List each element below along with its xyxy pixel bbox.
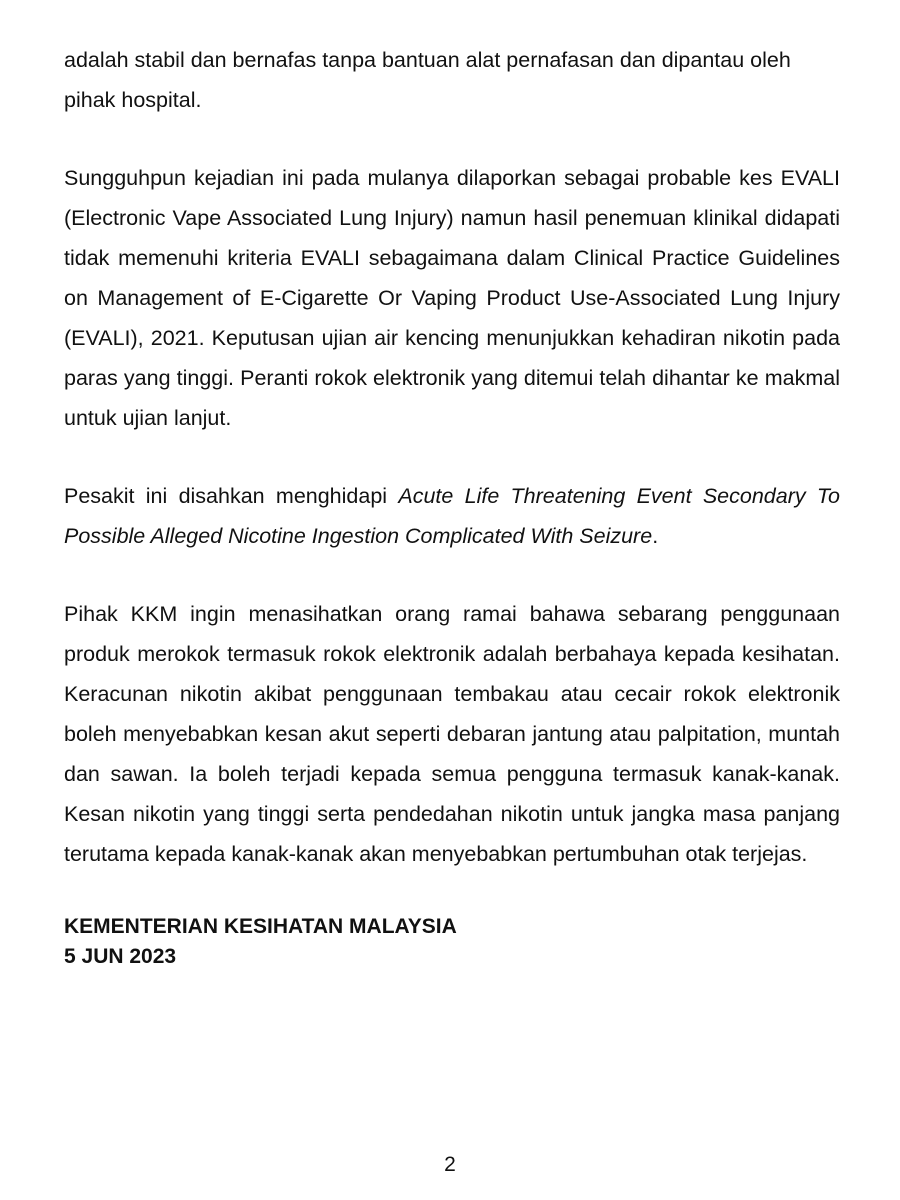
diagnosis-end: .: [652, 524, 659, 548]
page-number: 2: [444, 1153, 456, 1176]
signature-organization: KEMENTERIAN KESIHATAN MALAYSIA: [64, 915, 457, 938]
diagnosis-text: Acute Life Threatening Event Secondary To Possible Alleged Nicotine Ingestion Complicated With Seizure: [64, 484, 841, 548]
paragraph-patient-status: adalah stabil dan bernafas tanpa bantuan alat pernafasan dan dipantau oleh pihak hospital.: [64, 48, 791, 112]
document-body: [64, 40, 840, 972]
diagnosis-intro: Pesakit ini disahkan menghidapi: [64, 484, 399, 508]
paragraph-diagnosis: [64, 476, 840, 556]
paragraph-evali-findings: Sungguhpun kejadian ini pada mulanya dilaporkan sebagai probable kes EVALI (Electronic Vape Associated Lung Injury) namun hasil penemuan klinikal didapati tidak memenuhi kriteria EVALI sebagaimana dalam Clinical Practice Guidelines on Management of E-Cigarette Or Vaping Product Use-Associated Lung Injury (EVALI), 2021. Keputusan ujian air kencing menunjukkan kehadiran nikotin pada paras yang tinggi. Peranti rokok elektronik yang ditemui telah dihantar ke makmal untuk ujian lanjut.: [64, 166, 840, 430]
signature-block: [64, 912, 840, 972]
signature-date: 5 JUN 2023: [64, 945, 177, 968]
paragraph-advisory: Pihak KKM ingin menasihatkan orang ramai bahawa sebarang penggunaan produk merokok termasuk rokok elektronik adalah berbahaya kepada kesihatan. Keracunan nikotin akibat penggunaan tembakau atau cecair rokok elektronik boleh menyebabkan kesan akut seperti debaran jantung atau palpitation, muntah dan sawan. Ia boleh terjadi kepada semua pengguna termasuk kanak-kanak. Kesan nikotin yang tinggi serta pendedahan nikotin untuk jangka masa panjang terutama kepada kanak-kanak akan menyebabkan pertumbuhan otak terjejas.: [64, 602, 840, 866]
